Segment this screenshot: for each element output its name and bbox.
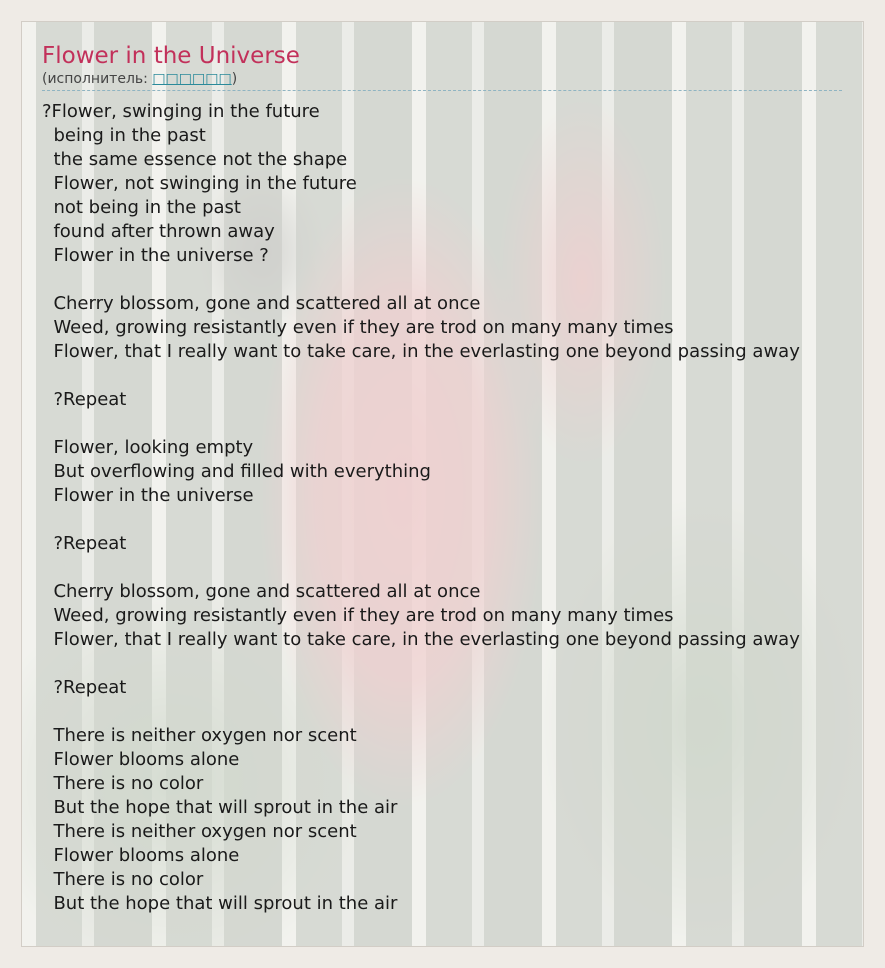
lyric-line: There is no color [42,773,204,794]
lyric-line: Flower, that I really want to take care, in the everlasting one beyond passing away [42,629,800,650]
lyric-line: Cherry blossom, gone and scattered all at once [42,581,481,602]
artist-prefix: (исполнитель: [42,71,153,87]
lyric-line: There is neither oxygen nor scent [42,725,357,746]
lyric-line: found after thrown away [42,221,275,242]
lyric-line: Flower, looking empty [42,437,254,458]
lyric-line: Flower in the universe [42,485,254,506]
lyric-line: not being in the past [42,197,241,218]
lyric-line: the same essence not the shape [42,149,348,170]
lyric-line: Flower, that I really want to take care, in the everlasting one beyond passing away [42,341,800,362]
lyric-line: ?Flower, swinging in the future [42,101,320,122]
lyric-line: being in the past [42,125,206,146]
lyric-line: There is no color [42,869,204,890]
lyric-line: There is neither oxygen nor scent [42,821,357,842]
lyric-line: Weed, growing resistantly even if they are trod on many many times [42,317,674,338]
lyrics-text [42,100,857,916]
artist-suffix: ) [231,71,238,87]
lyric-line: Flower in the universe ? [42,245,269,266]
lyric-line: ?Repeat [42,677,127,698]
lyric-line: Flower blooms alone [42,749,240,770]
lyric-line: But the hope that will sprout in the air [42,893,398,914]
lyric-line: But overflowing and filled with everything [42,461,431,482]
lyric-line: Flower, not swinging in the future [42,173,357,194]
title-divider [42,90,842,91]
song-title: Flower in the Universe [42,43,300,69]
lyric-line: But the hope that will sprout in the air [42,797,398,818]
lyric-line: Flower blooms alone [42,845,240,866]
lyric-line: ?Repeat [42,389,127,410]
lyric-line: Cherry blossom, gone and scattered all at once [42,293,481,314]
lyric-line: Weed, growing resistantly even if they are trod on many many times [42,605,674,626]
lyrics-panel [21,21,864,947]
artist-link[interactable]: □□□□□□ [152,71,232,87]
artist-line [42,71,237,87]
lyric-line: ?Repeat [42,533,127,554]
lyrics-content [22,22,863,946]
